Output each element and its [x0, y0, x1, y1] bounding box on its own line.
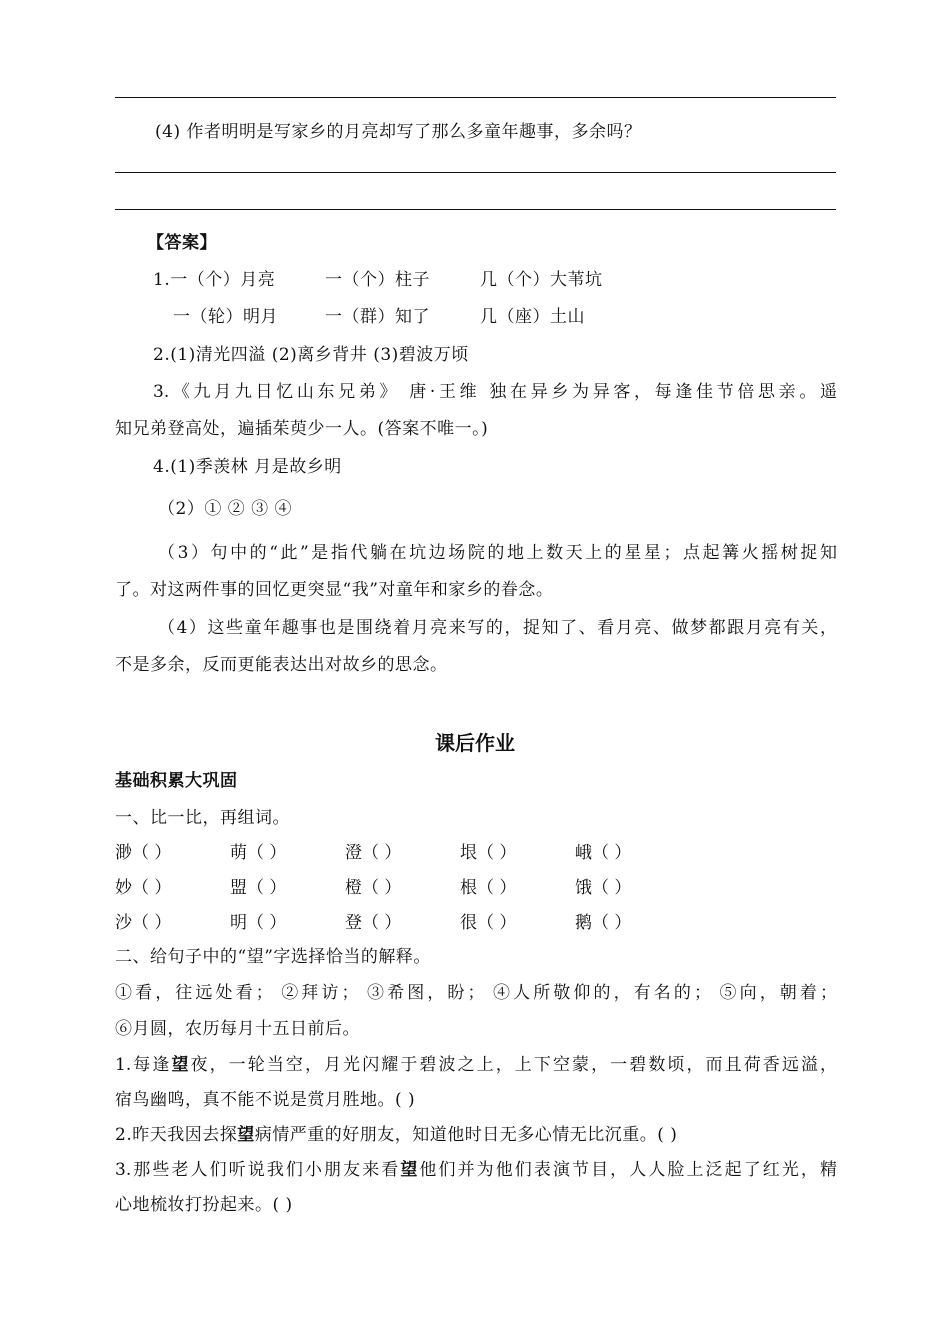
sentence-2	[115, 1120, 677, 1145]
word-cell: 饿（ ）	[575, 878, 632, 898]
answer-4-4-line-2: 不是多余，反而更能表达出对故乡的思念。	[115, 655, 448, 675]
key-char: 望	[237, 1125, 255, 1145]
answer-2: 2.(1)清光四溢 (2)离乡背井 (3)碧波万顷	[153, 345, 469, 365]
word-cell: 峨（ ）	[575, 843, 632, 863]
answer-1-item: 一（轮）明月	[173, 307, 278, 327]
word-cell: 垠（ ）	[460, 843, 517, 863]
answer-4-1: 4.(1)季羡林 月是故乡明	[153, 457, 342, 477]
word-cell: 妙（ ）	[115, 878, 172, 898]
word-cell: 橙（ ）	[345, 878, 402, 898]
word-cell: 根（ ）	[460, 878, 517, 898]
word-cell: 萌（ ）	[230, 843, 287, 863]
answer-3-line-1: 3.《九月九日忆山东兄弟》 唐·王维 独在异乡为异客，每逢佳节倍思亲。遥	[153, 382, 837, 402]
sentence-text: 夜，一轮当空，月光闪耀于碧波之上，上下空蒙，一碧数顷，而且荷香远溢，	[190, 1055, 837, 1075]
sentence-text: 2.昨天我因去探	[115, 1125, 238, 1145]
answer-1-row-1	[153, 265, 603, 290]
sentence-text: 病情严重的好朋友，知道他时日无多心情无比沉重。( )	[254, 1125, 678, 1145]
answer-1-item: 几（个）大苇坑	[480, 270, 603, 290]
sentence-text: 1.每逢	[115, 1055, 172, 1075]
answer-heading: 【答案】	[147, 233, 217, 253]
question-4: (4) 作者明明是写家乡的月亮却写了那么多童年趣事，多余吗？	[155, 122, 642, 142]
answer-3-line-2: 知兄弟登高处，遍插茱萸少一人。(答案不唯一。)	[115, 419, 489, 439]
sentence-text: 他们并为他们表演节目，人人脸上泛起了红光，精	[419, 1160, 837, 1180]
answer-line-3	[115, 209, 836, 210]
answer-1-item: 几（座）土山	[480, 307, 585, 327]
word-cell: 鹅（ ）	[575, 913, 632, 933]
key-char: 望	[400, 1160, 420, 1180]
answer-line-2	[115, 172, 836, 173]
word-cell: 渺（ ）	[115, 843, 172, 863]
word-cell: 登（ ）	[345, 913, 402, 933]
answer-1-row-2	[173, 302, 585, 327]
exercise-2-prompt: 二、给句子中的“望”字选择恰当的解释。	[115, 947, 431, 967]
exercise-2-options-line-1: ①看，往远处看； ②拜访； ③希图，盼； ④人所敬仰的，有名的； ⑤向，朝着；	[115, 983, 837, 1003]
word-cell: 盟（ ）	[230, 878, 287, 898]
exercise-2-options-line-2: ⑥月圆，农历每月十五日前后。	[115, 1019, 360, 1039]
section-title: 基础积累大巩固	[115, 771, 238, 791]
answer-1-item: 一（个）柱子	[325, 270, 430, 290]
answer-4-3-line-1: （3）句中的“此”是指代躺在坑边场院的地上数天上的星星；点起篝火摇树捉知	[158, 543, 837, 563]
answer-line-1	[115, 97, 836, 98]
key-char: 望	[171, 1055, 191, 1075]
word-cell: 澄（ ）	[345, 843, 402, 863]
word-cell: 明（ ）	[230, 913, 287, 933]
sentence-1-line-1	[115, 1050, 837, 1075]
answer-4-3-line-2: 了。对这两件事的回忆更突显“我”对童年和家乡的眷念。	[115, 580, 554, 600]
word-cell: 很（ ）	[460, 913, 517, 933]
homework-title: 课后作业	[435, 731, 515, 755]
answer-1-item: 1.一（个）月亮	[153, 270, 276, 290]
sentence-text: 3.那些老人们听说我们小朋友来看	[115, 1160, 401, 1180]
answer-4-2: （2）① ② ③ ④	[158, 499, 293, 519]
exercise-1-prompt: 一、比一比，再组词。	[115, 808, 290, 828]
sentence-3-line-2: 心地梳妆打扮起来。( )	[115, 1195, 293, 1215]
answer-1-item: 一（群）知了	[325, 307, 430, 327]
word-cell: 沙（ ）	[115, 913, 172, 933]
sentence-1-line-2: 宿鸟幽鸣，真不能不说是赏月胜地。( )	[115, 1090, 416, 1110]
sentence-3-line-1	[115, 1155, 837, 1180]
answer-4-4-line-1: （4）这些童年趣事也是围绕着月亮来写的，捉知了、看月亮、做梦都跟月亮有关，	[158, 618, 837, 638]
